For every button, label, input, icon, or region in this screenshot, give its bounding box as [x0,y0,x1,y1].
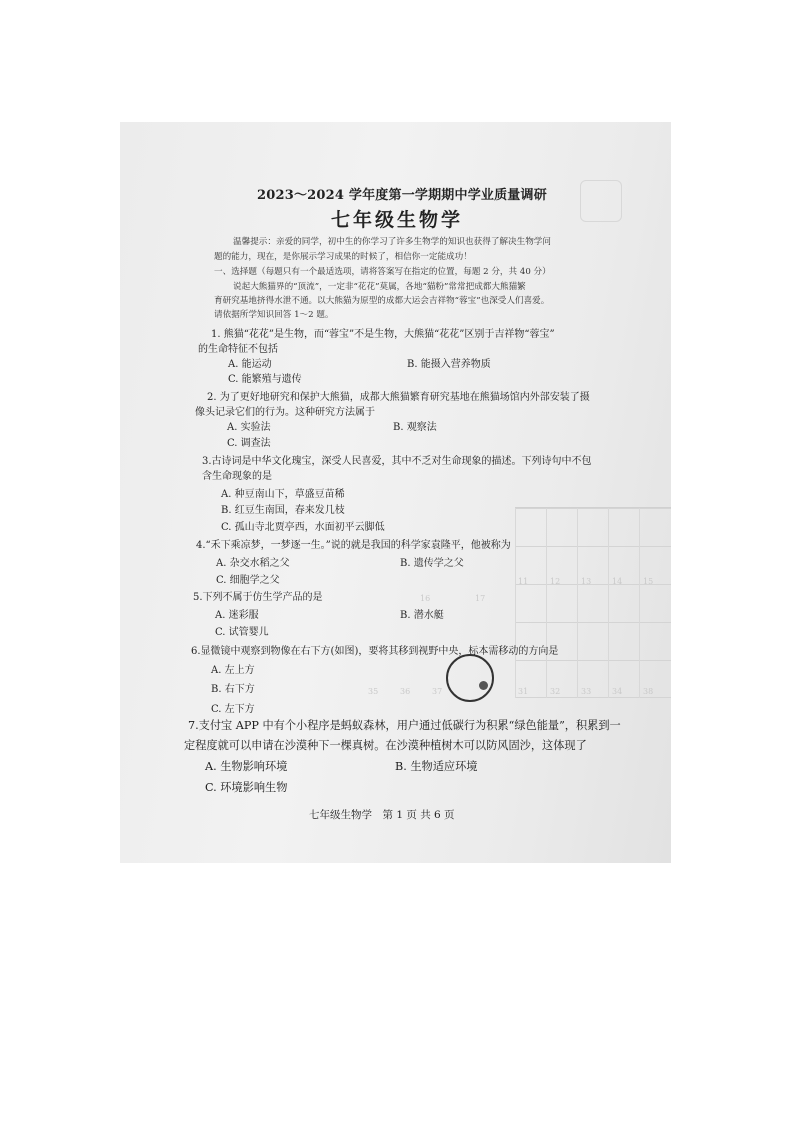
q1-stem-2: 的生命特征不包括 [198,344,278,355]
q2-option-a: A. 实验法 [227,422,271,433]
q2-option-b: B. 观察法 [393,422,437,433]
q3-option-b: B. 红豆生南国，春来发几枝 [221,505,345,516]
exam-photo [120,122,671,863]
q7-stem-1: 7.支付宝 APP 中有个小程序是蚂蚁森林，用户通过低碳行为积累“绿色能量”，积累到一 [188,719,621,732]
ghost-number: 32 [550,687,561,696]
ghost-number: 33 [581,687,592,696]
specimen-spot [479,681,488,690]
ghost-number: 13 [581,577,592,586]
ghost-number: 35 [368,687,379,696]
tip-line-1: 温馨提示：亲爱的同学，初中生的你学习了许多生物学的知识也获得了解决生物学问 [233,237,551,247]
intro-line-1: 说起大熊猫界的“顶流”，一定非“花花”莫属，各地“猫粉”常常把成都大熊猫繁 [233,282,526,292]
ghost-number: 34 [612,687,623,696]
q1-option-a: A. 能运动 [228,359,272,370]
q1-stem-1: 1. 熊猫“花花”是生物，而“蓉宝”不是生物，大熊猫“花花”区别于吉祥物“蓉宝” [211,329,555,340]
q4-option-b: B. 遗传学之父 [400,558,464,569]
ghost-number: 16 [420,594,431,603]
ghost-number: 15 [643,577,654,586]
tip-line-2: 题的能力，现在，是你展示学习成果的时候了，相信你一定能成功！ [214,252,472,262]
q6-option-a: A. 左上方 [211,665,255,676]
q2-stem-1: 2. 为了更好地研究和保护大熊猫，成都大熊猫繁育研究基地在熊猫场馆内外部安装了摄 [207,392,590,403]
q2-option-c: C. 调查法 [227,438,271,449]
q5-stem: 5.下列不属于仿生学产品的是 [193,592,323,603]
exam-title: 2023～2024 学年度第一学期期中学业质量调研 [257,188,547,203]
q7-stem-2: 定程度就可以申请在沙漠种下一棵真树。在沙漠种植树木可以防风固沙，这体现了 [184,739,587,752]
q3-stem-1: 3.古诗词是中华文化瑰宝，深受人民喜爱，其中不乏对生命现象的描述。下列诗句中不包 [202,456,592,467]
bleed-through-answer-grid [515,507,671,698]
q6-option-b: B. 右下方 [211,684,255,695]
q4-option-c: C. 细胞学之父 [216,575,280,586]
ghost-number: 12 [550,577,561,586]
intro-line-3: 请依据所学知识回答 1～2 题。 [214,310,334,320]
bleed-through-mark [580,180,622,222]
ghost-number: 31 [518,687,529,696]
ghost-number: 38 [643,687,654,696]
q1-option-b: B. 能摄入营养物质 [407,359,491,370]
ghost-number: 14 [612,577,623,586]
ghost-number: 36 [400,687,411,696]
ghost-number: 17 [475,594,486,603]
page-footer: 七年级生物学 第 1 页 共 6 页 [309,809,455,821]
exam-sheet [120,122,671,863]
intro-line-2: 育研究基地挤得水泄不通。以大熊猫为原型的成都大运会吉祥物“蓉宝”也深受人们喜爱。 [214,296,550,306]
ghost-number: 11 [518,577,529,586]
microscope-field-circle [446,654,494,702]
q6-stem: 6.显微镜中观察到物像在右下方(如图)，要将其移到视野中央，标本需移动的方向是 [191,646,559,657]
q6-option-c: C. 左下方 [211,704,255,715]
q1-option-c: C. 能繁殖与遗传 [228,374,302,385]
ghost-number: 37 [432,687,443,696]
exam-subject: 七年级生物学 [331,209,464,231]
q3-option-a: A. 种豆南山下，草盛豆苗稀 [221,489,345,500]
q4-option-a: A. 杂交水稻之父 [216,558,290,569]
q5-option-c: C. 试管婴儿 [215,627,269,638]
q3-option-c: C. 孤山寺北贾亭西，水面初平云脚低 [221,522,385,533]
q5-option-b: B. 潜水艇 [400,610,444,621]
q5-option-a: A. 迷彩服 [215,610,259,621]
q3-stem-2: 含生命现象的是 [202,471,272,482]
q7-option-c: C. 环境影响生物 [205,781,288,794]
q2-stem-2: 像头记录它们的行为。这种研究方法属于 [195,407,375,418]
q4-stem: 4.“禾下乘凉梦，一梦逐一生。”说的就是我国的科学家袁隆平，他被称为 [196,540,511,551]
section-heading: 一、选择题（每题只有一个最适选项，请将答案写在指定的位置，每题 2 分，共 40 分） [214,267,551,277]
q7-option-b: B. 生物适应环境 [395,760,478,773]
q7-option-a: A. 生物影响环境 [205,760,288,773]
